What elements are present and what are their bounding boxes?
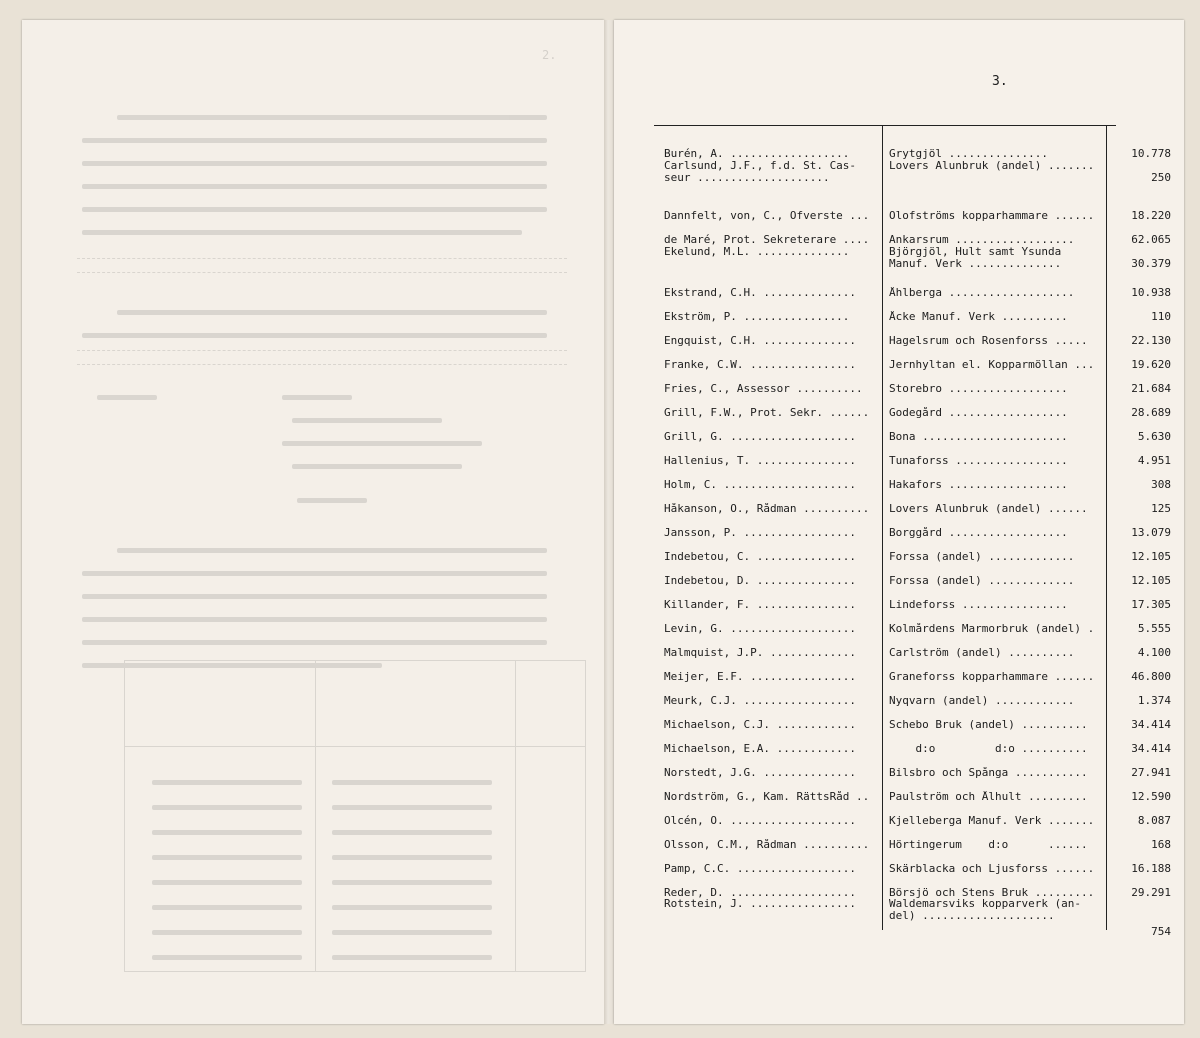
owner-name: Meijer, E.F. ................: [664, 671, 857, 683]
table-row: [654, 647, 1171, 670]
table-row: [654, 527, 1171, 550]
table-row: [654, 767, 1171, 790]
works-name: Bona ......................: [889, 431, 1068, 443]
table-row: [654, 599, 1171, 622]
table-row: [654, 335, 1171, 358]
owner-name: Fries, C., Assessor ..........: [664, 383, 863, 395]
table-row: [654, 246, 1171, 281]
value-amount: 17.305: [1131, 599, 1171, 611]
works-name: Kolmårdens Marmorbruk (andel) .: [889, 623, 1095, 635]
owner-name: Indebetou, D. ...............: [664, 575, 857, 587]
owner-name: Pamp, C.C. ..................: [664, 863, 857, 875]
owner-name: Ekstrand, C.H. ..............: [664, 287, 857, 299]
value-amount: 125: [1151, 503, 1171, 515]
value-amount: 754: [1151, 926, 1171, 938]
table-row: [654, 551, 1171, 574]
works-name: Hörtingerum d:o ......: [889, 839, 1088, 851]
owner-name: Håkanson, O., Rådman ..........: [664, 503, 870, 515]
value-amount: 110: [1151, 311, 1171, 323]
owner-name: Jansson, P. .................: [664, 527, 857, 539]
value-amount: 34.414: [1131, 743, 1171, 755]
bleed-through-text: [22, 20, 604, 1024]
works-name: Nyqvarn (andel) ............: [889, 695, 1075, 707]
value-amount: 4.100: [1137, 647, 1171, 659]
value-amount: 16.188: [1131, 863, 1171, 875]
works-name: d:o d:o ..........: [889, 743, 1088, 755]
works-name: Graneforss kopparhammare ......: [889, 671, 1095, 683]
value-amount: 18.220: [1131, 210, 1171, 222]
owner-name: Michaelson, C.J. ............: [664, 719, 857, 731]
value-amount: 8.087: [1137, 815, 1171, 827]
owner-name: Ekström, P. ................: [664, 311, 850, 323]
works-name: Godegård ..................: [889, 407, 1068, 419]
table-row: [654, 743, 1171, 766]
works-name: Carlström (andel) ..........: [889, 647, 1075, 659]
table-row: [654, 719, 1171, 742]
works-name: Olofströms kopparhammare ......: [889, 210, 1095, 222]
page-number: 3.: [992, 74, 1008, 89]
owner-name: Olsson, C.M., Rådman ..........: [664, 839, 870, 851]
works-name: Hakafors ..................: [889, 479, 1068, 491]
left-page-number: 2.: [542, 48, 557, 62]
works-name: Paulström och Ålhult .........: [889, 791, 1088, 803]
works-name: Börsjö och Stens Bruk .........: [889, 887, 1095, 899]
table-row: [654, 160, 1171, 195]
works-name: Forssa (andel) .............: [889, 551, 1075, 563]
table-row: [654, 431, 1171, 454]
value-amount: 46.800: [1131, 671, 1171, 683]
value-amount: 10.778: [1131, 148, 1171, 160]
table-row: [654, 455, 1171, 478]
owner-name: Holm, C. ....................: [664, 479, 857, 491]
works-name: Bilsbro och Spånga ...........: [889, 767, 1088, 779]
value-amount: 250: [1151, 172, 1171, 184]
table-row: [654, 479, 1171, 502]
value-amount: 12.590: [1131, 791, 1171, 803]
right-page: [614, 20, 1184, 1024]
works-name: Waldemarsviks kopparverk (an- del) ....................: [889, 898, 1082, 922]
owner-name: Norstedt, J.G. ..............: [664, 767, 857, 779]
owner-name: Nordström, G., Kam. RättsRåd ..: [664, 791, 870, 803]
owner-name: Meurk, C.J. .................: [664, 695, 857, 707]
table-row: [654, 311, 1171, 334]
works-name: Borggård ..................: [889, 527, 1068, 539]
works-name: Storebro ..................: [889, 383, 1068, 395]
works-name: Kjelleberga Manuf. Verk .......: [889, 815, 1095, 827]
table-row: [654, 407, 1171, 430]
owner-name: Grill, F.W., Prot. Sekr. ......: [664, 407, 870, 419]
value-amount: 12.105: [1131, 575, 1171, 587]
owner-name: Grill, G. ...................: [664, 431, 857, 443]
table-row: [654, 695, 1171, 718]
value-amount: 28.689: [1131, 407, 1171, 419]
table-row: [654, 623, 1171, 646]
works-name: Skärblacka och Ljusforss ......: [889, 863, 1095, 875]
value-amount: 34.414: [1131, 719, 1171, 731]
works-name: Grytgjöl ...............: [889, 148, 1048, 160]
works-name: Schebo Bruk (andel) ..........: [889, 719, 1088, 731]
value-amount: 22.130: [1131, 335, 1171, 347]
ownership-table: [654, 125, 1171, 938]
book-crease: [604, 20, 614, 1024]
value-amount: 30.379: [1131, 258, 1171, 270]
works-name: Lovers Alunbruk (andel) .......: [889, 160, 1095, 172]
works-name: Lindeforss ................: [889, 599, 1068, 611]
works-name: Ankarsrum ..................: [889, 234, 1075, 246]
value-amount: 13.079: [1131, 527, 1171, 539]
value-amount: 27.941: [1131, 767, 1171, 779]
works-name: Forssa (andel) .............: [889, 575, 1075, 587]
value-amount: 308: [1151, 479, 1171, 491]
table-row: [654, 359, 1171, 382]
table-row: [654, 503, 1171, 526]
table-row: [654, 671, 1171, 694]
value-amount: 29.291: [1131, 887, 1171, 899]
owner-name: Hallenius, T. ...............: [664, 455, 857, 467]
owner-name: Burén, A. ..................: [664, 148, 850, 160]
value-amount: 4.951: [1137, 455, 1171, 467]
value-amount: 10.938: [1131, 287, 1171, 299]
value-amount: 12.105: [1131, 551, 1171, 563]
owner-name: de Maré, Prot. Sekreterare ....: [664, 234, 870, 246]
value-amount: 21.684: [1131, 383, 1171, 395]
owner-name: Indebetou, C. ...............: [664, 551, 857, 563]
owner-name: Rotstein, J. ................: [664, 898, 857, 910]
works-name: Jernhyltan el. Kopparmöllan ...: [889, 359, 1095, 371]
owner-name: Levin, G. ...................: [664, 623, 857, 635]
owner-name: Franke, C.W. ................: [664, 359, 857, 371]
table-row: [654, 575, 1171, 598]
table-row: [654, 287, 1171, 310]
works-name: Tunaforss .................: [889, 455, 1068, 467]
table-row: [654, 839, 1171, 862]
owner-name: Ekelund, M.L. ..............: [664, 246, 850, 258]
owner-name: Engquist, C.H. ..............: [664, 335, 857, 347]
table-row: [654, 863, 1171, 886]
table-row: [654, 815, 1171, 838]
table-row: [654, 210, 1171, 233]
works-name: Hagelsrum och Rosenforss .....: [889, 335, 1088, 347]
owner-name: Reder, D. ...................: [664, 887, 857, 899]
value-amount: 5.630: [1137, 431, 1171, 443]
works-name: Björgjöl, Hult samt Ysunda Manuf. Verk ..............: [889, 246, 1062, 270]
works-name: Åcke Manuf. Verk ..........: [889, 311, 1068, 323]
works-name: Lovers Alunbruk (andel) ......: [889, 503, 1088, 515]
owner-name: Carlsund, J.F., f.d. St. Cas- seur ....................: [664, 160, 857, 184]
owner-name: Dannfelt, von, C., Öfverste ...: [664, 210, 870, 222]
owner-name: Michaelson, E.A. ............: [664, 743, 857, 755]
table-row: [654, 898, 1171, 938]
value-amount: 19.620: [1131, 359, 1171, 371]
value-amount: 168: [1151, 839, 1171, 851]
owner-name: Malmquist, J.P. .............: [664, 647, 857, 659]
owner-name: Killander, F. ...............: [664, 599, 857, 611]
value-amount: 62.065: [1131, 234, 1171, 246]
value-amount: 1.374: [1137, 695, 1171, 707]
table-row: [654, 791, 1171, 814]
owner-name: Olcén, O. ...................: [664, 815, 857, 827]
value-amount: 5.555: [1137, 623, 1171, 635]
works-name: Åhlberga ...................: [889, 287, 1075, 299]
table-row: [654, 383, 1171, 406]
left-page: [22, 20, 604, 1024]
